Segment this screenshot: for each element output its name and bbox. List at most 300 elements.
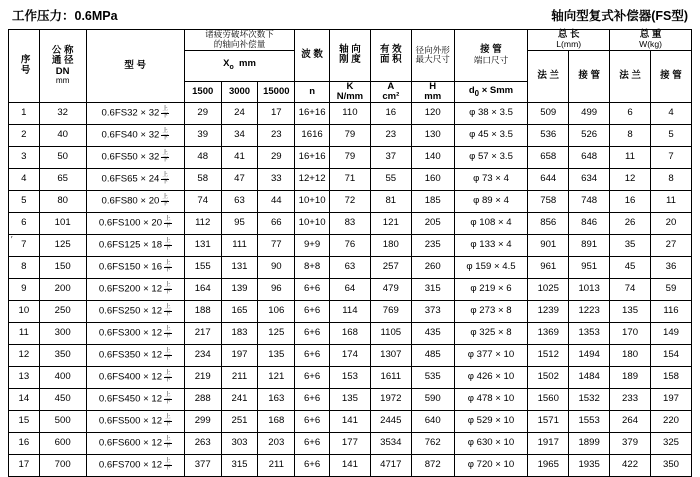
cell-area: 1972 bbox=[370, 389, 411, 411]
cell-model bbox=[86, 323, 184, 345]
cell-stiffness: 153 bbox=[329, 367, 370, 389]
cell-waves: 9+9 bbox=[295, 235, 330, 257]
cell-weight-socket: 220 bbox=[650, 411, 691, 433]
cell-pipe: φ 720 × 10 bbox=[454, 455, 528, 477]
cell-waves: 16+16 bbox=[295, 103, 330, 125]
cell-waves: 10+10 bbox=[295, 213, 330, 235]
cell-model bbox=[86, 235, 184, 257]
model-text: 0.6FS600 × 12 bbox=[98, 438, 163, 450]
cell-model bbox=[86, 191, 184, 213]
cell-x15000: 23 bbox=[258, 125, 295, 147]
cell-x3000: 241 bbox=[221, 389, 258, 411]
cell-model bbox=[86, 301, 184, 323]
cell-x15000: 211 bbox=[258, 455, 295, 477]
cell-length-socket: 1532 bbox=[569, 389, 610, 411]
cell-weight-socket: 325 bbox=[650, 433, 691, 455]
th-fatigue-15000: 15000 bbox=[258, 81, 295, 103]
th-waves: 波 数 bbox=[295, 30, 330, 82]
th-waves-unit: n bbox=[295, 81, 330, 103]
cell-weight-flange: 8 bbox=[610, 125, 651, 147]
cell-waves: 6+6 bbox=[295, 367, 330, 389]
cell-pipe: φ 426 × 10 bbox=[454, 367, 528, 389]
th-dn: 公 称 通 径 DN mm bbox=[39, 30, 86, 103]
fraction-mark: $\frac{\text{上}}{\text{下}}$ bbox=[165, 238, 171, 251]
cell-area: 37 bbox=[370, 147, 411, 169]
cell-radial: 373 bbox=[411, 301, 454, 323]
cell-x3000: 24 bbox=[221, 103, 258, 125]
cell-stiffness: 135 bbox=[329, 389, 370, 411]
cell-x1500: 112 bbox=[184, 213, 221, 235]
cell-pipe: φ 73 × 4 bbox=[454, 169, 528, 191]
cell-weight-socket: 149 bbox=[650, 323, 691, 345]
cell-dn: 32 bbox=[39, 103, 86, 125]
cell-pipe: φ 159 × 4.5 bbox=[454, 257, 528, 279]
cell-area: 55 bbox=[370, 169, 411, 191]
cell-length-flange: 1965 bbox=[528, 455, 569, 477]
cell-stiffness: 71 bbox=[329, 169, 370, 191]
cell-weight-socket: 154 bbox=[650, 345, 691, 367]
cell-dn: 700 bbox=[39, 455, 86, 477]
cell-x1500: 164 bbox=[184, 279, 221, 301]
cell-weight-socket: 350 bbox=[650, 455, 691, 477]
cell-pipe: φ 38 × 3.5 bbox=[454, 103, 528, 125]
cell-length-socket: 951 bbox=[569, 257, 610, 279]
cell-area: 769 bbox=[370, 301, 411, 323]
cell-weight-flange: 189 bbox=[610, 367, 651, 389]
cell-seq: 8 bbox=[9, 257, 40, 279]
cell-x3000: 47 bbox=[221, 169, 258, 191]
cell-pipe: φ 108 × 4 bbox=[454, 213, 528, 235]
fraction-mark: $\frac{\text{上}}{\text{下}}$ bbox=[162, 106, 168, 119]
cell-model bbox=[86, 411, 184, 433]
cell-x1500: 377 bbox=[184, 455, 221, 477]
th-weight-group: 总 重 W(kg) bbox=[610, 30, 692, 51]
cell-weight-flange: 264 bbox=[610, 411, 651, 433]
model-text: 0.6FS125 × 18 bbox=[98, 240, 163, 252]
th-length-flange: 法 兰 bbox=[528, 50, 569, 102]
cell-length-socket: 1899 bbox=[569, 433, 610, 455]
cell-x1500: 219 bbox=[184, 367, 221, 389]
model-text: 0.6FS400 × 12 bbox=[98, 372, 163, 384]
cell-x15000: 125 bbox=[258, 323, 295, 345]
model-text: 0.6FS50 × 32 bbox=[101, 152, 160, 164]
model-text: 0.6FS150 × 16 bbox=[98, 262, 163, 274]
fraction-mark: $\frac{\text{上}}{\text{下}}$ bbox=[165, 260, 171, 273]
cell-seq: 13 bbox=[9, 367, 40, 389]
cell-length-socket: 499 bbox=[569, 103, 610, 125]
cell-x1500: 39 bbox=[184, 125, 221, 147]
cell-x1500: 299 bbox=[184, 411, 221, 433]
cell-x15000: 44 bbox=[258, 191, 295, 213]
cell-dn: 50 bbox=[39, 147, 86, 169]
cell-x1500: 58 bbox=[184, 169, 221, 191]
cell-length-socket: 648 bbox=[569, 147, 610, 169]
th-model: 型 号 bbox=[86, 30, 184, 103]
cell-length-socket: 526 bbox=[569, 125, 610, 147]
cell-seq: 11 bbox=[9, 323, 40, 345]
cell-model bbox=[86, 125, 184, 147]
cell-stiffness: 64 bbox=[329, 279, 370, 301]
cell-length-flange: 1502 bbox=[528, 367, 569, 389]
cell-x3000: 139 bbox=[221, 279, 258, 301]
cell-area: 3534 bbox=[370, 433, 411, 455]
cell-model bbox=[86, 279, 184, 301]
cell-area: 81 bbox=[370, 191, 411, 213]
cell-model bbox=[86, 103, 184, 125]
table-row bbox=[9, 279, 692, 301]
model-text: 0.6FS80 × 20 bbox=[101, 196, 160, 208]
fraction-mark: $\frac{\text{上}}{\text{下}}$ bbox=[162, 172, 168, 185]
cell-pipe: φ 273 × 8 bbox=[454, 301, 528, 323]
cell-seq: 10 bbox=[9, 301, 40, 323]
cell-x3000: 183 bbox=[221, 323, 258, 345]
cell-waves: 6+6 bbox=[295, 345, 330, 367]
cell-x3000: 95 bbox=[221, 213, 258, 235]
cell-weight-flange: 45 bbox=[610, 257, 651, 279]
cell-waves: 8+8 bbox=[295, 257, 330, 279]
cell-radial: 535 bbox=[411, 367, 454, 389]
cell-weight-socket: 11 bbox=[650, 191, 691, 213]
specification-table bbox=[8, 29, 692, 477]
cell-model bbox=[86, 147, 184, 169]
cell-length-socket: 634 bbox=[569, 169, 610, 191]
fraction-mark: $\frac{\text{上}}{\text{下}}$ bbox=[162, 128, 168, 141]
th-area: 有 效 面 积 bbox=[370, 30, 411, 82]
cell-length-flange: 758 bbox=[528, 191, 569, 213]
cell-dn: 150 bbox=[39, 257, 86, 279]
cell-x15000: 29 bbox=[258, 147, 295, 169]
cell-x15000: 90 bbox=[258, 257, 295, 279]
th-fatigue-1500: 1500 bbox=[184, 81, 221, 103]
th-pipe-unit: $d_0$ × Smm bbox=[454, 81, 528, 103]
working-pressure-label: 工作压力：0.6MPa bbox=[12, 9, 118, 23]
cell-area: 121 bbox=[370, 213, 411, 235]
header-bar bbox=[8, 6, 692, 29]
table-row bbox=[9, 147, 692, 169]
cell-length-flange: 1560 bbox=[528, 389, 569, 411]
cell-x3000: 34 bbox=[221, 125, 258, 147]
cell-stiffness: 83 bbox=[329, 213, 370, 235]
cell-length-socket: 846 bbox=[569, 213, 610, 235]
cell-weight-socket: 36 bbox=[650, 257, 691, 279]
cell-area: 1611 bbox=[370, 367, 411, 389]
cell-weight-socket: 5 bbox=[650, 125, 691, 147]
cell-seq: 6 bbox=[9, 213, 40, 235]
cell-x15000: 106 bbox=[258, 301, 295, 323]
cell-radial: 640 bbox=[411, 411, 454, 433]
cell-model bbox=[86, 257, 184, 279]
cell-x15000: 77 bbox=[258, 235, 295, 257]
cell-x1500: 48 bbox=[184, 147, 221, 169]
cell-weight-socket: 158 bbox=[650, 367, 691, 389]
fraction-mark: $\frac{\text{上}}{\text{下}}$ bbox=[165, 370, 171, 383]
cell-weight-socket: 59 bbox=[650, 279, 691, 301]
cell-model bbox=[86, 213, 184, 235]
cell-x3000: 131 bbox=[221, 257, 258, 279]
cell-pipe: φ 219 × 6 bbox=[454, 279, 528, 301]
cell-dn: 250 bbox=[39, 301, 86, 323]
cell-x3000: 165 bbox=[221, 301, 258, 323]
table-row bbox=[9, 367, 692, 389]
th-pipe: 接 管 端口尺寸 bbox=[454, 30, 528, 82]
th-radial: 径向外形 最大尺寸 bbox=[411, 30, 454, 82]
cell-x3000: 211 bbox=[221, 367, 258, 389]
cell-area: 180 bbox=[370, 235, 411, 257]
cell-weight-flange: 11 bbox=[610, 147, 651, 169]
cell-x3000: 197 bbox=[221, 345, 258, 367]
model-text: 0.6FS200 × 12 bbox=[98, 284, 163, 296]
th-fatigue-3000: 3000 bbox=[221, 81, 258, 103]
cell-stiffness: 174 bbox=[329, 345, 370, 367]
cell-x15000: 168 bbox=[258, 411, 295, 433]
cell-pipe: φ 377 × 10 bbox=[454, 345, 528, 367]
cell-waves: 1616 bbox=[295, 125, 330, 147]
cell-seq: 4 bbox=[9, 169, 40, 191]
cell-length-flange: 1571 bbox=[528, 411, 569, 433]
cell-length-flange: 1025 bbox=[528, 279, 569, 301]
fraction-mark: $\frac{\text{上}}{\text{下}}$ bbox=[165, 392, 171, 405]
fraction-mark: $\frac{\text{上}}{\text{下}}$ bbox=[165, 216, 171, 229]
cell-weight-flange: 6 bbox=[610, 103, 651, 125]
th-radial-unit: H mm bbox=[411, 81, 454, 103]
cell-radial: 120 bbox=[411, 103, 454, 125]
table-row bbox=[9, 257, 692, 279]
table-row bbox=[9, 455, 692, 477]
cell-model bbox=[86, 455, 184, 477]
cell-model bbox=[86, 433, 184, 455]
cell-pipe: φ 325 × 8 bbox=[454, 323, 528, 345]
cell-length-flange: 901 bbox=[528, 235, 569, 257]
table-row bbox=[9, 345, 692, 367]
cell-stiffness: 114 bbox=[329, 301, 370, 323]
cell-x1500: 188 bbox=[184, 301, 221, 323]
cell-stiffness: 79 bbox=[329, 147, 370, 169]
cell-weight-socket: 116 bbox=[650, 301, 691, 323]
cell-area: 23 bbox=[370, 125, 411, 147]
fraction-mark: $\frac{\text{上}}{\text{下}}$ bbox=[165, 414, 171, 427]
cell-x3000: 315 bbox=[221, 455, 258, 477]
cell-waves: 6+6 bbox=[295, 411, 330, 433]
cell-x15000: 135 bbox=[258, 345, 295, 367]
cell-x15000: 66 bbox=[258, 213, 295, 235]
cell-radial: 185 bbox=[411, 191, 454, 213]
cell-waves: 6+6 bbox=[295, 301, 330, 323]
th-stiffness-unit: K N/mm bbox=[329, 81, 370, 103]
fraction-mark: $\frac{\text{上}}{\text{下}}$ bbox=[165, 282, 171, 295]
model-text: 0.6FS500 × 12 bbox=[98, 416, 163, 428]
cell-area: 257 bbox=[370, 257, 411, 279]
cell-seq: 1 bbox=[9, 103, 40, 125]
cell-seq: 16 bbox=[9, 433, 40, 455]
th-length-group: 总 长 L(mm) bbox=[528, 30, 610, 51]
cell-weight-socket: 20 bbox=[650, 213, 691, 235]
cell-length-socket: 1353 bbox=[569, 323, 610, 345]
cell-seq: 5 bbox=[9, 191, 40, 213]
cell-weight-socket: 8 bbox=[650, 169, 691, 191]
cell-seq: ′ 7 bbox=[9, 235, 40, 257]
table-row bbox=[9, 213, 692, 235]
cell-stiffness: 79 bbox=[329, 125, 370, 147]
cell-seq: 15 bbox=[9, 411, 40, 433]
cell-dn: 200 bbox=[39, 279, 86, 301]
cell-x3000: 63 bbox=[221, 191, 258, 213]
cell-radial: 590 bbox=[411, 389, 454, 411]
cell-dn: 500 bbox=[39, 411, 86, 433]
cell-waves: 10+10 bbox=[295, 191, 330, 213]
cell-weight-flange: 379 bbox=[610, 433, 651, 455]
cell-x1500: 155 bbox=[184, 257, 221, 279]
cell-seq: 17 bbox=[9, 455, 40, 477]
cell-stiffness: 141 bbox=[329, 455, 370, 477]
cell-x1500: 74 bbox=[184, 191, 221, 213]
cell-length-socket: 1494 bbox=[569, 345, 610, 367]
cell-radial: 762 bbox=[411, 433, 454, 455]
cell-x3000: 41 bbox=[221, 147, 258, 169]
fraction-mark: $\frac{\text{上}}{\text{下}}$ bbox=[162, 194, 168, 207]
fraction-mark: $\frac{\text{上}}{\text{下}}$ bbox=[165, 326, 171, 339]
cell-x15000: 163 bbox=[258, 389, 295, 411]
cell-weight-flange: 74 bbox=[610, 279, 651, 301]
cell-dn: 65 bbox=[39, 169, 86, 191]
cell-x3000: 111 bbox=[221, 235, 258, 257]
cell-model bbox=[86, 389, 184, 411]
cell-length-socket: 1553 bbox=[569, 411, 610, 433]
table-row bbox=[9, 125, 692, 147]
cell-stiffness: 72 bbox=[329, 191, 370, 213]
cell-stiffness: 141 bbox=[329, 411, 370, 433]
cell-model bbox=[86, 345, 184, 367]
th-fatigue-symbol: $X_o$ mm bbox=[184, 50, 294, 81]
cell-x1500: 131 bbox=[184, 235, 221, 257]
cell-model bbox=[86, 169, 184, 191]
th-length-socket: 接 管 bbox=[569, 50, 610, 102]
cell-dn: 101 bbox=[39, 213, 86, 235]
table-row bbox=[9, 389, 692, 411]
cell-dn: 80 bbox=[39, 191, 86, 213]
cell-radial: 315 bbox=[411, 279, 454, 301]
cell-pipe: φ 57 × 3.5 bbox=[454, 147, 528, 169]
cell-dn: 600 bbox=[39, 433, 86, 455]
cell-area: 479 bbox=[370, 279, 411, 301]
document-title: 轴向型复式补偿器(FS型) bbox=[551, 9, 688, 23]
cell-length-flange: 536 bbox=[528, 125, 569, 147]
cell-seq: 9 bbox=[9, 279, 40, 301]
cell-stiffness: 76 bbox=[329, 235, 370, 257]
cell-waves: 6+6 bbox=[295, 279, 330, 301]
cell-radial: 205 bbox=[411, 213, 454, 235]
cell-x1500: 217 bbox=[184, 323, 221, 345]
th-area-unit: A cm² bbox=[370, 81, 411, 103]
cell-x15000: 203 bbox=[258, 433, 295, 455]
cell-weight-socket: 27 bbox=[650, 235, 691, 257]
fraction-mark: $\frac{\text{上}}{\text{下}}$ bbox=[162, 150, 168, 163]
cell-pipe: φ 45 × 3.5 bbox=[454, 125, 528, 147]
cell-radial: 260 bbox=[411, 257, 454, 279]
table-row bbox=[9, 169, 692, 191]
cell-length-socket: 1935 bbox=[569, 455, 610, 477]
cell-length-flange: 509 bbox=[528, 103, 569, 125]
cell-pipe: φ 529 × 10 bbox=[454, 411, 528, 433]
cell-radial: 485 bbox=[411, 345, 454, 367]
cell-length-flange: 1512 bbox=[528, 345, 569, 367]
model-text: 0.6FS100 × 20 bbox=[98, 218, 163, 230]
table-row bbox=[9, 323, 692, 345]
cell-dn: 450 bbox=[39, 389, 86, 411]
th-seq: 序号 bbox=[9, 30, 40, 103]
cell-area: 1307 bbox=[370, 345, 411, 367]
cell-x15000: 96 bbox=[258, 279, 295, 301]
cell-dn: 300 bbox=[39, 323, 86, 345]
cell-weight-flange: 233 bbox=[610, 389, 651, 411]
cell-weight-flange: 170 bbox=[610, 323, 651, 345]
cell-waves: 16+16 bbox=[295, 147, 330, 169]
cell-length-flange: 658 bbox=[528, 147, 569, 169]
cell-radial: 160 bbox=[411, 169, 454, 191]
fraction-mark: $\frac{\text{上}}{\text{下}}$ bbox=[165, 348, 171, 361]
cell-x1500: 234 bbox=[184, 345, 221, 367]
cell-waves: 12+12 bbox=[295, 169, 330, 191]
cell-length-socket: 891 bbox=[569, 235, 610, 257]
table-header bbox=[9, 30, 692, 103]
model-text: 0.6FS350 × 12 bbox=[98, 350, 163, 362]
cell-x3000: 303 bbox=[221, 433, 258, 455]
table-row bbox=[9, 235, 692, 257]
cell-radial: 130 bbox=[411, 125, 454, 147]
cell-radial: 872 bbox=[411, 455, 454, 477]
table-body bbox=[9, 103, 692, 477]
cell-weight-flange: 16 bbox=[610, 191, 651, 213]
model-text: 0.6FS700 × 12 bbox=[98, 460, 163, 472]
cell-x1500: 263 bbox=[184, 433, 221, 455]
cell-weight-flange: 35 bbox=[610, 235, 651, 257]
cell-seq: 2 bbox=[9, 125, 40, 147]
fraction-mark: $\frac{\text{上}}{\text{下}}$ bbox=[165, 304, 171, 317]
th-weight-flange: 法 兰 bbox=[610, 50, 651, 102]
cell-length-flange: 1239 bbox=[528, 301, 569, 323]
cell-weight-socket: 7 bbox=[650, 147, 691, 169]
cell-radial: 140 bbox=[411, 147, 454, 169]
table-row bbox=[9, 191, 692, 213]
model-text: 0.6FS65 × 24 bbox=[101, 174, 160, 186]
cell-x1500: 29 bbox=[184, 103, 221, 125]
cell-length-flange: 856 bbox=[528, 213, 569, 235]
cell-stiffness: 177 bbox=[329, 433, 370, 455]
cell-dn: 400 bbox=[39, 367, 86, 389]
cell-x15000: 121 bbox=[258, 367, 295, 389]
cell-x1500: 288 bbox=[184, 389, 221, 411]
cell-x15000: 33 bbox=[258, 169, 295, 191]
cell-weight-flange: 180 bbox=[610, 345, 651, 367]
cell-length-flange: 1917 bbox=[528, 433, 569, 455]
fraction-mark: $\frac{\text{上}}{\text{下}}$ bbox=[165, 458, 171, 471]
cell-stiffness: 168 bbox=[329, 323, 370, 345]
model-text: 0.6FS450 × 12 bbox=[98, 394, 163, 406]
cell-area: 4717 bbox=[370, 455, 411, 477]
cell-pipe: φ 133 × 4 bbox=[454, 235, 528, 257]
cell-length-flange: 1369 bbox=[528, 323, 569, 345]
th-weight-socket: 接 管 bbox=[650, 50, 691, 102]
cell-weight-flange: 135 bbox=[610, 301, 651, 323]
cell-stiffness: 63 bbox=[329, 257, 370, 279]
cell-waves: 6+6 bbox=[295, 455, 330, 477]
cell-area: 2445 bbox=[370, 411, 411, 433]
cell-stiffness: 110 bbox=[329, 103, 370, 125]
cell-area: 16 bbox=[370, 103, 411, 125]
cell-x3000: 251 bbox=[221, 411, 258, 433]
cell-length-socket: 748 bbox=[569, 191, 610, 213]
cell-x15000: 17 bbox=[258, 103, 295, 125]
model-text: 0.6FS250 × 12 bbox=[98, 306, 163, 318]
